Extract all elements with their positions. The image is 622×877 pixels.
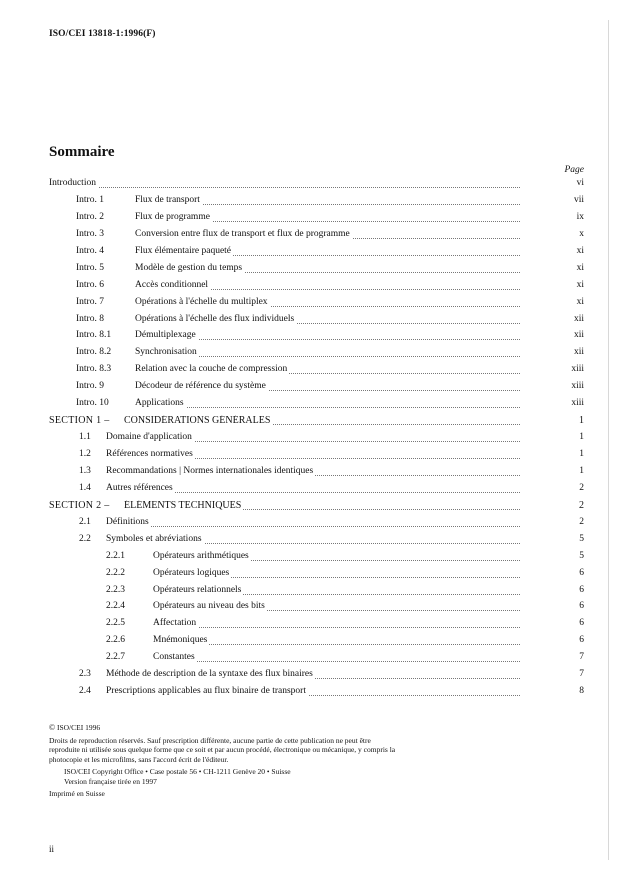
dot-leader xyxy=(135,407,520,408)
toc-entry-title-leader xyxy=(106,449,520,462)
toc-entry-title: Références normatives xyxy=(106,449,193,459)
toc-entry-title: Prescriptions applicables au flux binaire de transport xyxy=(106,686,306,697)
toc-entry-number: 2.3 xyxy=(79,669,91,680)
toc-entry xyxy=(0,362,622,379)
toc-entry-number: 1.3 xyxy=(79,465,91,476)
toc-entry-page: 6 xyxy=(579,584,584,595)
toc-entry-title: Décodeur de référence du système xyxy=(135,381,266,392)
toc-entry-title: Modèle de gestion du temps xyxy=(135,262,243,273)
toc-entry-title-leader xyxy=(135,364,520,377)
toc-entry xyxy=(0,430,622,447)
toc-entry-number: 1.2 xyxy=(79,449,91,459)
toc-entry-title-leader xyxy=(135,330,520,343)
toc-entry-number: Intro. 9 xyxy=(76,381,104,392)
toc-entry-page: ix xyxy=(576,211,584,222)
toc-entry-page: xii xyxy=(573,330,584,341)
toc-entry-title: Applications xyxy=(135,398,184,409)
toc-entry xyxy=(0,379,622,396)
toc-entry-page: xi xyxy=(576,296,584,307)
copyright-line xyxy=(49,723,399,733)
standard-header: ISO/CEI 13818-1:1996(F) xyxy=(49,29,156,39)
toc-entry xyxy=(0,261,622,278)
toc-entry-title-leader xyxy=(135,314,520,327)
toc-entry-page: 1 xyxy=(579,465,584,476)
toc-entry xyxy=(0,464,622,481)
toc-entry-number: Intro. 6 xyxy=(76,279,104,290)
toc-entry-title-leader xyxy=(106,686,520,699)
toc-entry-title-leader xyxy=(153,551,520,564)
toc-entry-title-leader xyxy=(124,415,520,428)
version-note: Version française tirée en 1997 xyxy=(64,776,157,786)
toc-entry-page: 1 xyxy=(579,449,584,459)
toc-entry-page: xii xyxy=(573,347,584,358)
toc-entry-page: xiii xyxy=(571,381,584,392)
toc-entry-title-leader xyxy=(135,280,520,293)
toc-entry xyxy=(0,345,622,362)
toc-entry xyxy=(0,599,622,616)
toc-entry-title-leader xyxy=(153,618,520,631)
toc-entry xyxy=(0,616,622,633)
toc-entry xyxy=(0,227,622,244)
toc-entry-page: xii xyxy=(573,313,584,324)
toc-entry-number: 2.2.6 xyxy=(106,635,125,646)
toc-entry xyxy=(0,549,622,566)
toc-entry-title: ÉLÉMENTS TECHNIQUES xyxy=(124,499,242,511)
toc-entry-number: 2.4 xyxy=(79,686,91,697)
toc-entry-title-leader xyxy=(106,517,520,530)
toc-entry-title-leader xyxy=(135,398,520,411)
toc-entry-title-leader xyxy=(106,669,520,682)
toc-entry-title: Conversion entre flux de transport et flux de programme xyxy=(135,228,350,239)
toc-entry-title-leader xyxy=(106,432,520,445)
toc-entry-title-leader xyxy=(135,297,520,310)
toc-entry-title-leader xyxy=(49,178,520,191)
toc-entry-title: Flux de transport xyxy=(135,194,200,205)
toc-entry-page: 6 xyxy=(579,601,584,612)
toc-entry-page: vii xyxy=(573,194,584,205)
toc-entry xyxy=(0,515,622,532)
toc-entry-title: Affectation xyxy=(153,618,197,629)
toc-entry-title-leader xyxy=(153,601,520,614)
toc-entry-title-leader xyxy=(124,500,520,513)
toc-entry-page: xiii xyxy=(571,398,584,409)
copyright-block xyxy=(49,723,399,799)
toc-entry xyxy=(0,312,622,329)
printed-in: Imprimé en Suisse xyxy=(49,789,105,798)
toc-entry xyxy=(0,210,622,227)
toc-entry-title: Accès conditionnel xyxy=(135,279,209,290)
rights-statement: Droits de reproduction réservés. Sauf prescription différente, aucune partie de cette publication ne peut être reproduite ni utilisée sous quelque forme que ce soit et par aucun procédé, électronique ou mécanique, y compris la photocopie et les microfilms, sans l'accord écrit de l'éditeur. xyxy=(49,735,396,764)
toc-entry-title: Flux de programme xyxy=(135,211,210,222)
toc-entry-number: Intro. 8 xyxy=(76,313,104,324)
toc-entry-title: Recommandations | Normes internationales identiques xyxy=(106,465,314,476)
toc-entry-title-leader xyxy=(153,568,520,581)
toc-entry-number: Intro. 8.3 xyxy=(76,364,112,375)
toc-entry-number: Intro. 7 xyxy=(76,296,104,307)
toc-entry-title-leader xyxy=(135,263,520,276)
toc-entry-page: 2 xyxy=(579,482,584,493)
toc-entry-title: Synchronisation xyxy=(135,347,197,358)
toc-entry-title: Définitions xyxy=(106,516,149,527)
toc-entry-title: Opérateurs arithmétiques xyxy=(153,550,249,561)
toc-entry-number: 2.2.5 xyxy=(106,618,125,629)
toc-entry-title: Mnémoniques xyxy=(153,635,208,646)
toc-entry-page: 7 xyxy=(579,652,584,663)
toc-entry-title: Constantes xyxy=(153,652,195,663)
dot-leader xyxy=(106,526,520,527)
toc-section-row xyxy=(0,413,622,430)
toc-entry-page: 1 xyxy=(579,415,584,427)
toc-entry-page: 5 xyxy=(579,533,584,544)
toc-entry-title: Introduction xyxy=(49,178,96,188)
toc-entry-title: Symboles et abréviations xyxy=(106,533,202,544)
toc-entry-page: 1 xyxy=(579,432,584,443)
toc-entry-number: Intro. 10 xyxy=(76,398,109,409)
table-of-contents xyxy=(0,176,622,701)
toc-entry xyxy=(0,481,622,498)
toc-entry-number: SECTION 1 – xyxy=(49,415,110,427)
toc-entry xyxy=(0,633,622,650)
toc-entry-number: 2.2 xyxy=(79,533,91,544)
toc-entry-title-leader xyxy=(153,585,520,598)
toc-entry-number: 2.2.1 xyxy=(106,550,125,561)
toc-entry xyxy=(0,244,622,261)
toc-entry xyxy=(0,328,622,345)
toc-entry-number: 2.2.4 xyxy=(106,601,125,612)
toc-entry-title-leader xyxy=(135,229,520,242)
toc-title: Sommaire xyxy=(49,144,115,160)
toc-section-row xyxy=(0,498,622,515)
toc-entry xyxy=(0,176,622,193)
toc-entry-title: Flux élémentaire paqueté xyxy=(135,245,232,256)
toc-entry-title: Opérations à l'échelle du multiplex xyxy=(135,296,268,307)
toc-entry-title: Domaine d'application xyxy=(106,432,192,443)
toc-entry-number: 2.2.7 xyxy=(106,652,125,663)
toc-entry-number: Intro. 4 xyxy=(76,245,104,256)
toc-entry-title-leader xyxy=(135,195,520,208)
toc-entry-number: Intro. 8.1 xyxy=(76,330,112,341)
toc-entry-title-leader xyxy=(106,483,520,496)
toc-entry-page: 7 xyxy=(579,669,584,680)
toc-entry-page: vi xyxy=(576,178,584,188)
toc-entry-title: Opérateurs au niveau des bits xyxy=(153,601,265,612)
toc-entry-number: 1.4 xyxy=(79,482,91,493)
toc-entry xyxy=(0,667,622,684)
toc-entry-title: Autres références xyxy=(106,482,173,493)
toc-entry-title-leader xyxy=(135,246,520,259)
toc-entry-title-leader xyxy=(106,466,520,479)
toc-entry xyxy=(0,193,622,210)
page-number: ii xyxy=(49,844,55,854)
page-column-label: Page xyxy=(564,165,584,175)
toc-entry-page: 6 xyxy=(579,618,584,629)
toc-entry-title: Opérateurs relationnels xyxy=(153,584,242,595)
toc-entry-page: 5 xyxy=(579,550,584,561)
copyright-holder: ISO/CEI 1996 xyxy=(56,723,101,732)
toc-entry-page: xi xyxy=(576,279,584,290)
toc-entry-title: Opérateurs logiques xyxy=(153,567,230,578)
toc-entry-number: 1.1 xyxy=(79,432,91,443)
toc-entry xyxy=(0,278,622,295)
toc-entry-number: 2.2.3 xyxy=(106,584,125,595)
toc-entry-title: Opérations à l'échelle des flux individuels xyxy=(135,313,295,324)
toc-entry xyxy=(0,532,622,549)
toc-entry-title-leader xyxy=(106,534,520,547)
toc-entry-number: Intro. 2 xyxy=(76,211,104,222)
toc-entry-number: SECTION 2 – xyxy=(49,499,110,511)
toc-entry xyxy=(0,684,622,701)
toc-entry-page: 8 xyxy=(579,686,584,697)
toc-entry-number: Intro. 1 xyxy=(76,194,104,205)
toc-entry-title: Relation avec la couche de compression xyxy=(135,364,288,375)
toc-entry-page: xi xyxy=(576,262,584,273)
toc-entry-title-leader xyxy=(153,635,520,648)
toc-entry xyxy=(0,650,622,667)
toc-entry xyxy=(0,566,622,583)
toc-entry-title-leader xyxy=(135,212,520,225)
toc-entry-page: 2 xyxy=(579,516,584,527)
toc-entry-number: Intro. 5 xyxy=(76,262,104,273)
copyright-symbol: © xyxy=(49,723,56,732)
toc-entry-page: xi xyxy=(576,245,584,256)
toc-entry-title: CONSIDÉRATIONS GÉNÉRALES xyxy=(124,415,271,427)
toc-entry xyxy=(0,447,622,464)
copyright-office-address: ISO/CEI Copyright Office • Case postale 56 • CH-1211 Genève 20 • Suisse xyxy=(64,767,291,776)
toc-entry-title: Démultiplexage xyxy=(135,330,196,341)
toc-entry xyxy=(0,396,622,413)
toc-entry-title-leader xyxy=(153,652,520,665)
toc-entry xyxy=(0,583,622,600)
toc-entry-page: 2 xyxy=(579,499,584,511)
dot-leader xyxy=(153,627,520,628)
toc-entry-page: 6 xyxy=(579,635,584,646)
dot-leader xyxy=(49,187,520,188)
toc-entry-title: Méthode de description de la syntaxe des flux binaires xyxy=(106,669,313,680)
toc-entry-number: 2.1 xyxy=(79,516,91,527)
toc-entry-page: 6 xyxy=(579,567,584,578)
toc-entry-title-leader xyxy=(135,381,520,394)
toc-entry-number: 2.2.2 xyxy=(106,567,125,578)
toc-entry-page: xiii xyxy=(571,364,584,375)
dot-leader xyxy=(153,661,520,662)
toc-entry-page: x xyxy=(579,228,584,239)
toc-entry-number: Intro. 3 xyxy=(76,228,104,239)
toc-entry-title-leader xyxy=(135,347,520,360)
toc-entry-number: Intro. 8.2 xyxy=(76,347,112,358)
toc-entry xyxy=(0,295,622,312)
